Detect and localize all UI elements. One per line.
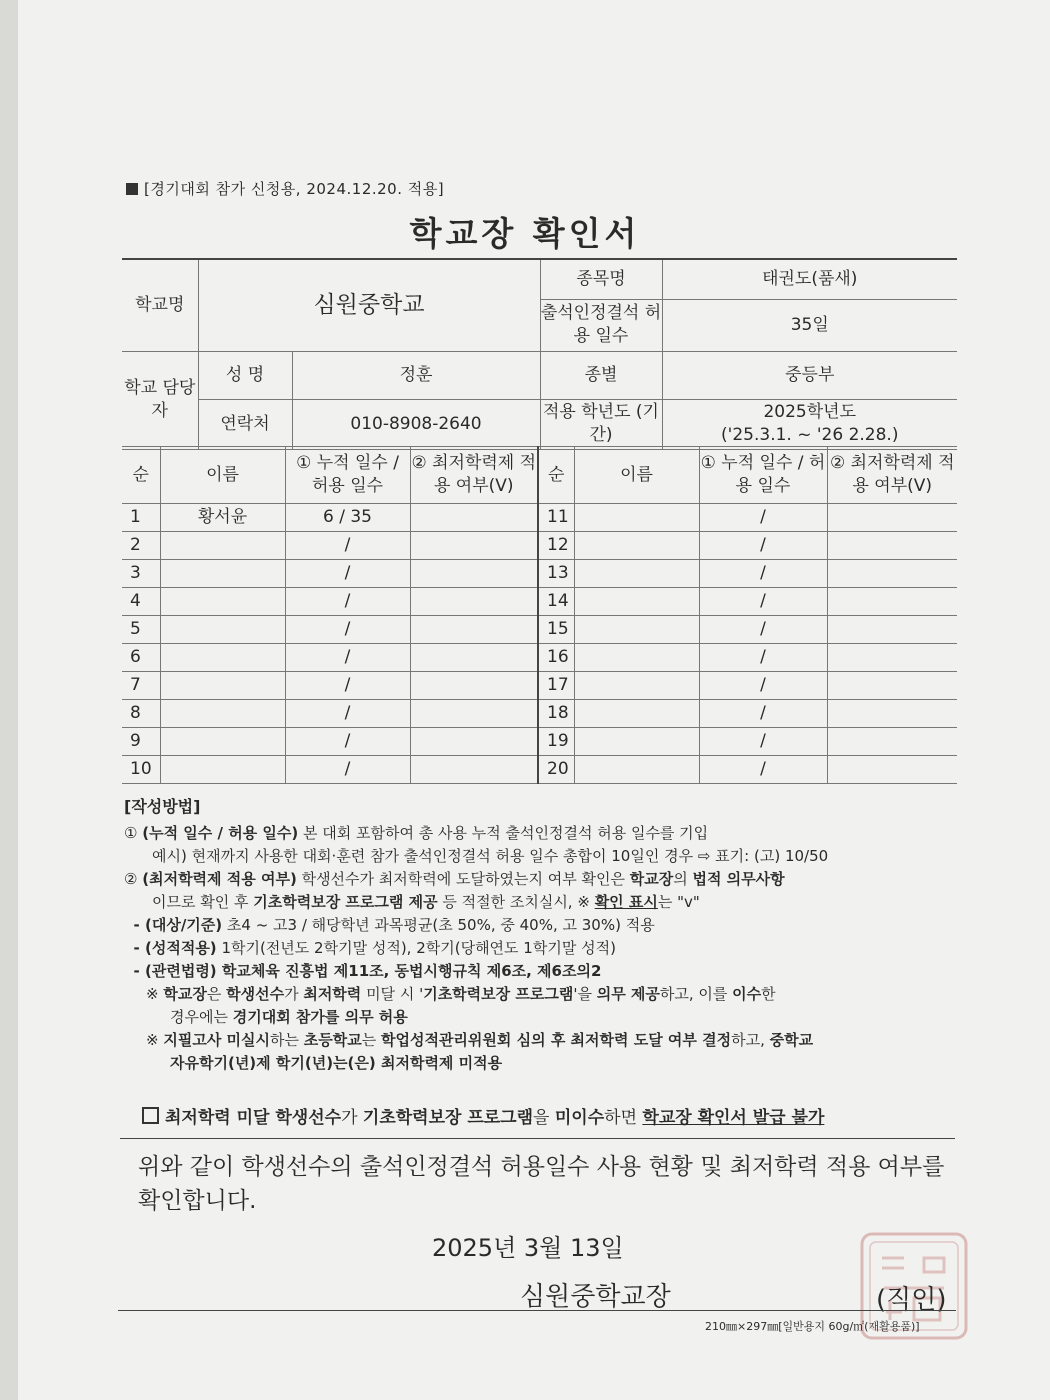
row-name (574, 700, 699, 728)
table-row (122, 616, 957, 644)
method-item-1: ① (누적 일수 / 허용 일수) 본 대회 포함하여 총 사용 누적 출석인정결석 허용 일수를 기입 (124, 824, 709, 842)
row-name (160, 728, 285, 756)
row-name (160, 644, 285, 672)
row-check (827, 700, 957, 728)
row-days: 6 / 35 (285, 504, 410, 532)
method-item-2-cont: 이므로 확인 후 기초학력보장 프로그램 제공 등 적절한 조치실시, ※ 확인 표시는 "v" (152, 893, 700, 911)
row-check (827, 532, 957, 560)
row-days: / (285, 616, 410, 644)
row-name: 황서윤 (160, 504, 285, 532)
row-check (410, 644, 538, 672)
row-days: / (285, 560, 410, 588)
row-seq: 11 (538, 504, 574, 532)
name-header: 이름 (574, 447, 699, 504)
table-row (122, 588, 957, 616)
row-seq: 4 (122, 588, 160, 616)
row-days: / (699, 560, 827, 588)
row-seq: 14 (538, 588, 574, 616)
row-name (574, 560, 699, 588)
principal-title: 심원중학교장 (520, 1282, 671, 1312)
warning-notice: 최저학력 미달 학생선수가 기초학력보장 프로그램을 미이수하면 학교장 확인서 발급 불가 (142, 1103, 824, 1128)
row-name (160, 672, 285, 700)
table-row (122, 560, 957, 588)
seq-header: 순 (122, 447, 160, 504)
row-name (160, 700, 285, 728)
row-check (410, 756, 538, 784)
row-seq: 8 (122, 700, 160, 728)
table-row (122, 644, 957, 672)
row-check (410, 588, 538, 616)
method-note-1: ※ 학교장은 학생선수가 최저학력 미달 시 '기초학력보장 프로그램'을 의무 제공하고, 이를 이수한 (146, 985, 776, 1003)
row-seq: 13 (538, 560, 574, 588)
row-check (410, 532, 538, 560)
confirmation-statement: 위와 같이 학생선수의 출석인정결석 허용일수 사용 현황 및 최저학력 적용 여부를 확인합니다. (138, 1154, 945, 1214)
row-seq: 1 (122, 504, 160, 532)
row-days: / (699, 504, 827, 532)
school-info-table (122, 258, 957, 450)
row-days: / (699, 588, 827, 616)
roster-body (122, 504, 957, 784)
method-note-2: ※ 지필고사 미실시하는 초등학교는 학업성적관리위원회 심의 후 최저학력 도달 여부 결정하고, 중학교 (146, 1031, 814, 1049)
row-seq: 6 (122, 644, 160, 672)
seq-header: 순 (538, 447, 574, 504)
row-days: / (285, 588, 410, 616)
row-check (410, 504, 538, 532)
staff-name-label: 성 명 (198, 351, 292, 399)
contact-value: 010-8908-2640 (292, 399, 540, 449)
divider (120, 1138, 955, 1139)
check-header: ② 최저학력제 적용 여부(V) (410, 447, 538, 504)
row-days: / (285, 728, 410, 756)
division-value: 중등부 (662, 351, 957, 399)
student-roster-table (122, 446, 957, 784)
contact-label: 연락처 (198, 399, 292, 449)
row-name (574, 672, 699, 700)
row-days: / (285, 756, 410, 784)
row-name (574, 588, 699, 616)
school-name-value: 심원중학교 (198, 259, 540, 351)
row-check (827, 728, 957, 756)
school-year-value (662, 399, 957, 449)
row-name (160, 560, 285, 588)
row-check (827, 756, 957, 784)
row-days: / (699, 644, 827, 672)
row-name (574, 532, 699, 560)
row-check (827, 616, 957, 644)
row-check (827, 588, 957, 616)
row-seq: 15 (538, 616, 574, 644)
arrow-box-icon (142, 1107, 159, 1124)
table-row (122, 532, 957, 560)
row-name (160, 756, 285, 784)
form-version-tag: [경기대회 참가 신청용, 2024.12.20. 적용] (126, 178, 444, 199)
row-days: / (699, 672, 827, 700)
square-bullet-icon (126, 183, 138, 195)
method-note-1-cont: 경우에는 경기대회 참가를 의무 허용 (170, 1008, 408, 1026)
row-name (574, 756, 699, 784)
row-seq: 17 (538, 672, 574, 700)
row-check (827, 560, 957, 588)
row-check (410, 700, 538, 728)
school-year-period: ('25.3.1. ~ '26 2.28.) (721, 425, 899, 445)
row-days: / (285, 644, 410, 672)
row-days: / (285, 532, 410, 560)
table-row (122, 672, 957, 700)
row-name (160, 588, 285, 616)
row-check (827, 504, 957, 532)
row-seq: 19 (538, 728, 574, 756)
row-check (410, 728, 538, 756)
table-row (122, 504, 957, 532)
row-days: / (699, 756, 827, 784)
method-sub-law: - (관련법령) 학교체육 진흥법 제11조, 동법시행규칙 제6조, 제6조의2 (133, 962, 602, 980)
row-seq: 7 (122, 672, 160, 700)
school-year-label: 적용 학년도 (기간) (540, 399, 662, 449)
allowed-days-label: 출석인정결석 허용 일수 (540, 299, 662, 351)
row-check (410, 672, 538, 700)
staff-name-value: 정훈 (292, 351, 540, 399)
row-days: / (699, 700, 827, 728)
row-days: / (699, 728, 827, 756)
sport-value: 태권도(품새) (662, 259, 957, 299)
footer-divider (118, 1310, 956, 1311)
row-check (827, 644, 957, 672)
school-staff-label: 학교 담당자 (122, 351, 198, 449)
document-title: 학교장 확인서 (409, 214, 641, 253)
seal-label: (직인) (876, 1285, 947, 1315)
method-item-1-example: 예시) 현재까지 사용한 대회·훈련 참가 출석인정결석 허용 일수 총합이 10일인 경우 ⇨ 표기: (고) 10/50 (152, 847, 829, 865)
row-days: / (699, 616, 827, 644)
method-sub-grades: - (성적적용) 1학기(전년도 2학기말 성적), 2학기(당해연도 1학기말 성적) (133, 939, 616, 957)
row-name (160, 616, 285, 644)
row-seq: 2 (122, 532, 160, 560)
division-label: 종별 (540, 351, 662, 399)
days-header: ① 누적 일수 / 허용 일수 (285, 447, 410, 504)
paper-spec-footer: 210㎜×297㎜[일반용지 60g/㎡(재활용품)] (705, 1320, 920, 1333)
row-seq: 20 (538, 756, 574, 784)
method-item-2: ② (최저학력제 적용 여부) 학생선수가 최저학력에 도달하였는지 여부 확인은 학교장의 법적 의무사항 (124, 870, 785, 888)
method-note-2-cont: 자유학기(년)제 학기(년)는(은) 최저학력제 미적용 (170, 1054, 503, 1072)
table-row (122, 728, 957, 756)
row-name (574, 616, 699, 644)
days-header: ① 누적 일수 / 허용 일수 (699, 447, 827, 504)
row-name (160, 532, 285, 560)
writing-method-section (124, 795, 964, 1075)
row-seq: 3 (122, 560, 160, 588)
check-header: ② 최저학력제 적용 여부(V) (827, 447, 957, 504)
method-heading: [작성방법] (124, 797, 201, 816)
row-name (574, 644, 699, 672)
row-check (410, 616, 538, 644)
row-check (827, 672, 957, 700)
row-days: / (699, 532, 827, 560)
row-days: / (285, 672, 410, 700)
table-row (122, 700, 957, 728)
row-seq: 12 (538, 532, 574, 560)
row-days: / (285, 700, 410, 728)
row-seq: 5 (122, 616, 160, 644)
row-check (410, 560, 538, 588)
row-name (574, 728, 699, 756)
row-seq: 10 (122, 756, 160, 784)
sport-label: 종목명 (540, 259, 662, 299)
row-name (574, 504, 699, 532)
name-header: 이름 (160, 447, 285, 504)
allowed-days-value: 35일 (662, 299, 957, 351)
row-seq: 18 (538, 700, 574, 728)
school-year-text: 2025학년도 (763, 402, 857, 423)
method-sub-target: - (대상/기준) 초4 ~ 고3 / 해당학년 과목평균(초 50%, 중 40%, 고 30%) 적용 (133, 916, 655, 934)
row-seq: 16 (538, 644, 574, 672)
school-name-label: 학교명 (122, 259, 198, 351)
issue-date: 2025년 3월 13일 (432, 1234, 624, 1262)
table-row (122, 756, 957, 784)
row-seq: 9 (122, 728, 160, 756)
